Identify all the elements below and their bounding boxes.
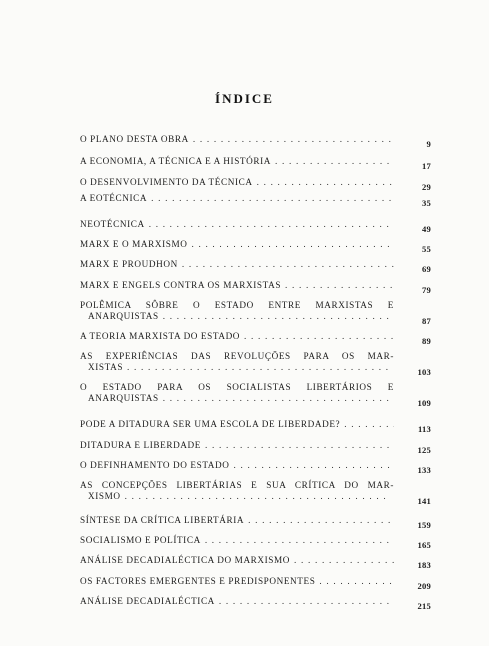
page-number: 215 xyxy=(417,601,431,611)
page-number: 103 xyxy=(417,367,431,377)
entry-title: MARX E O MARXISMO xyxy=(80,239,188,249)
toc-entry xyxy=(80,280,431,295)
entry-title: XISTAS xyxy=(88,362,124,372)
dot-leader xyxy=(294,555,394,566)
dot-leader xyxy=(163,393,390,404)
toc-entry xyxy=(80,382,431,408)
entry-title-line xyxy=(80,219,398,230)
page-number: 49 xyxy=(422,224,431,234)
toc-entry xyxy=(80,259,431,274)
entry-title: ANARQUISTAS xyxy=(88,311,159,321)
dot-leader xyxy=(219,596,394,607)
entry-title-line xyxy=(80,177,398,188)
toc-entry xyxy=(80,193,431,208)
toc-entry xyxy=(80,134,431,149)
page-number: 209 xyxy=(417,581,431,591)
entry-title-line xyxy=(80,351,394,362)
entry-title-line xyxy=(80,480,394,491)
dot-leader xyxy=(234,460,394,471)
entry-title-line xyxy=(80,596,398,607)
entry-title: AS EXPERIÊNCIAS DAS REVOLUÇÕES PARA OS MAR- xyxy=(80,351,394,361)
page-number: 133 xyxy=(417,465,431,475)
entry-title-line xyxy=(80,515,398,526)
page-number: 29 xyxy=(422,182,431,192)
dot-leader xyxy=(193,134,394,145)
toc-entry xyxy=(80,535,431,550)
dot-leader xyxy=(149,219,394,230)
entry-title: AS CONCEPÇÕES LIBERTÁRIAS E SUA CRÍTICA DO MAR- xyxy=(80,480,394,490)
dot-leader xyxy=(244,331,394,342)
toc-entry xyxy=(80,460,431,475)
page-number: 109 xyxy=(417,398,431,408)
page-number: 165 xyxy=(417,540,431,550)
entry-title: A ECONOMIA, A TÉCNICA E A HISTÓRIA xyxy=(80,156,271,166)
entry-title-line xyxy=(80,382,394,393)
toc-entry xyxy=(80,555,431,570)
dot-leader xyxy=(125,491,390,502)
toc-entry xyxy=(80,219,431,234)
toc-entry xyxy=(80,300,431,326)
entry-title: POLÊMICA SÔBRE O ESTADO ENTRE MARXISTAS E xyxy=(80,300,394,310)
entry-title: ANÁLISE DECADIALÉCTICA DO MARXISMO xyxy=(80,555,291,565)
entry-title-continuation xyxy=(80,362,394,373)
entry-title-continuation xyxy=(80,491,394,502)
dot-leader xyxy=(205,535,394,546)
page-number: 125 xyxy=(417,445,431,455)
entry-title: MARX E PROUDHON xyxy=(80,259,178,269)
entry-title: XISMO xyxy=(88,491,121,501)
dot-leader xyxy=(205,440,394,451)
entry-title: O DEFINHAMENTO DO ESTADO xyxy=(80,460,230,470)
dot-leader xyxy=(275,156,394,167)
entry-title-line xyxy=(80,419,398,430)
dot-leader xyxy=(319,576,394,587)
entry-title-line xyxy=(80,440,398,451)
toc-entry xyxy=(80,239,431,254)
page-number: 35 xyxy=(422,198,431,208)
entry-title-continuation xyxy=(80,393,394,404)
dot-leader xyxy=(182,259,394,270)
entry-title: O ESTADO PARA OS SOCIALISTAS LIBERTÁRIOS E xyxy=(80,382,394,392)
toc-entry xyxy=(80,596,431,611)
entry-title: MARX E ENGELS CONTRA OS MARXISTAS xyxy=(80,280,282,290)
page-number: 183 xyxy=(417,560,431,570)
entry-title: O DESENVOLVIMENTO DA TÉCNICA xyxy=(80,177,253,187)
dot-leader xyxy=(344,419,394,430)
entry-title: A EOTÉCNICA xyxy=(80,193,148,203)
entry-title-line xyxy=(80,193,398,204)
toc-entry xyxy=(80,177,431,192)
page-number: 55 xyxy=(422,244,431,254)
entry-title-line xyxy=(80,239,398,250)
entry-title-line xyxy=(80,259,398,270)
toc-entry xyxy=(80,419,431,434)
toc-entry xyxy=(80,351,431,377)
entry-title: ANÁLISE DECADIALÉCTICA xyxy=(80,596,215,606)
entry-title-line xyxy=(80,555,398,566)
entry-title-line xyxy=(80,535,398,546)
entry-title-line xyxy=(80,460,398,471)
page-number: 69 xyxy=(422,264,431,274)
dot-leader xyxy=(191,239,394,250)
dot-leader xyxy=(127,362,390,373)
page-number: 87 xyxy=(422,316,431,326)
entry-title: SÍNTESE DA CRÍTICA LIBERTÁRIA xyxy=(80,515,245,525)
toc-entry xyxy=(80,515,431,530)
page-number: 113 xyxy=(417,424,431,434)
page-title: ÍNDICE xyxy=(215,91,274,106)
entry-title: O PLANO DESTA OBRA xyxy=(80,134,189,144)
dot-leader xyxy=(163,311,390,322)
entry-title: NEOTÉCNICA xyxy=(80,219,145,229)
dot-leader xyxy=(257,177,394,188)
dot-leader xyxy=(248,515,394,526)
page-number: 79 xyxy=(422,285,431,295)
entry-title-line xyxy=(80,280,398,291)
entry-title-line xyxy=(80,134,398,145)
page-number: 89 xyxy=(422,336,431,346)
page-number: 17 xyxy=(422,161,431,171)
entry-title: ANARQUISTAS xyxy=(88,393,159,403)
entry-title-line xyxy=(80,156,398,167)
entry-title: DITADURA E LIBERDADE xyxy=(80,440,201,450)
toc-entry xyxy=(80,480,431,506)
entry-title: SOCIALISMO E POLÍTICA xyxy=(80,535,201,545)
entry-title-line xyxy=(80,331,398,342)
entry-title-line xyxy=(80,576,398,587)
page-number: 9 xyxy=(426,139,431,149)
entry-title-line xyxy=(80,300,394,311)
entry-title: PODE A DITADURA SER UMA ESCOLA DE LIBERDADE? xyxy=(80,419,341,429)
entry-title: A TEORIA MARXISTA DO ESTADO xyxy=(80,331,241,341)
toc-entry xyxy=(80,156,431,171)
toc-entry xyxy=(80,440,431,455)
dot-leader xyxy=(285,280,394,291)
toc-entry xyxy=(80,576,431,591)
entry-title: OS FACTORES EMERGENTES E PREDISPONENTES xyxy=(80,576,316,586)
page-number: 159 xyxy=(417,520,431,530)
toc-entry xyxy=(80,331,431,346)
dot-leader xyxy=(151,193,394,204)
entry-title-continuation xyxy=(80,311,394,322)
page-number: 141 xyxy=(417,496,431,506)
